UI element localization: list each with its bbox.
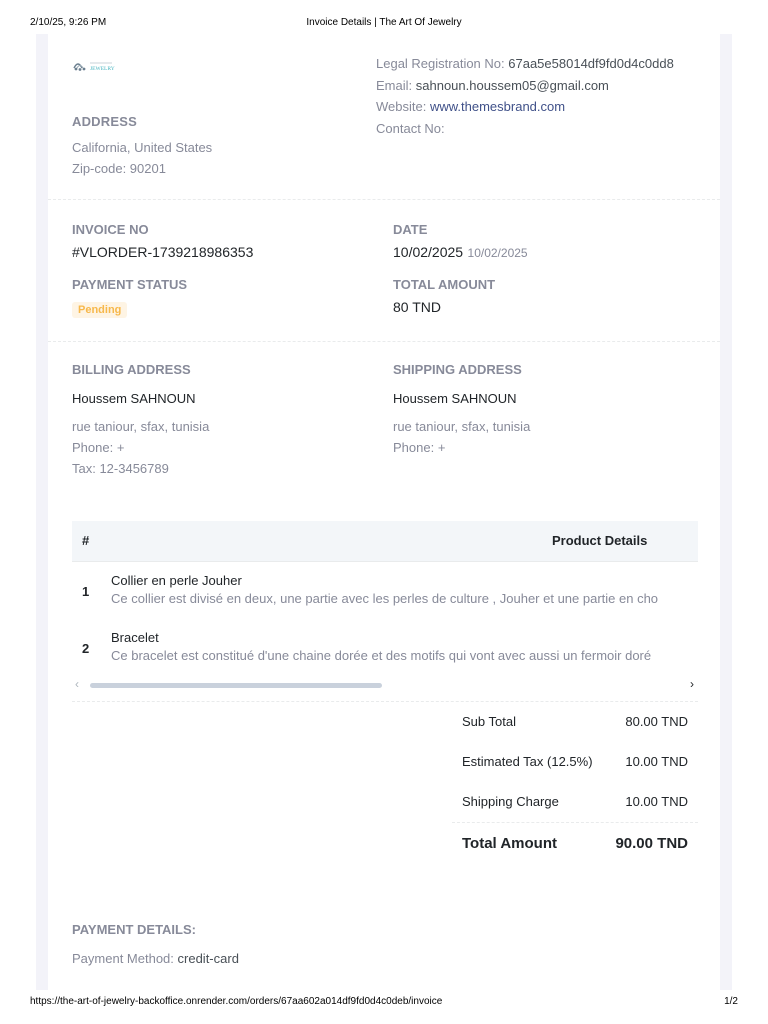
product-name: Bracelet [111,630,159,645]
legal-registration-line [376,53,674,75]
invoice-date-line [393,244,528,262]
column-header-index: # [82,533,90,548]
website-line [376,96,674,118]
shipping-charge-row [452,782,698,822]
scroll-left-arrow-icon[interactable]: ‹ [75,677,79,691]
contact-line [376,118,674,140]
table-row [72,619,698,676]
product-description: Ce collier est divisé en deux, une partie avec les perles de culture , Jouher et une partie en cho [111,591,659,606]
invoice-card [48,34,720,990]
invoice-number-group [72,222,253,260]
tax-row [452,742,698,782]
payment-status-group [72,277,187,318]
total-amount-value: 80 TND [393,299,441,315]
scrollbar-thumb[interactable] [90,683,382,688]
section-divider [48,341,720,342]
grand-total-row [452,822,698,864]
legal-registration-value: 67aa5e58014df9fd0d4c0dd8 [508,56,674,71]
billing-heading: BILLING ADDRESS [72,362,191,377]
billing-address [72,362,209,479]
address-heading: ADDRESS [72,114,137,129]
total-amount-label: TOTAL AMOUNT [393,277,496,292]
tax-value: 10.00 TND [625,754,688,769]
invoice-date-value: 10/02/2025 [393,244,464,260]
email-value[interactable]: sahnoun.houssem05@gmail.com [415,77,609,93]
row-index: 1 [82,584,90,599]
shipping-name: Houssem SAHNOUN [393,391,517,406]
section-divider [48,199,720,200]
shipping-phone: Phone: + [393,440,446,455]
payment-status-label: PAYMENT STATUS [72,277,188,292]
jewelry-logo-icon [72,58,118,72]
print-page-title: Invoice Details | The Art Of Jewelry [306,17,462,28]
payment-method-label: Payment Method: [72,951,174,966]
legal-registration-label: Legal Registration No: [376,56,505,71]
invoice-number-value: #VLORDER-1739218986353 [72,244,254,260]
print-url: https://the-art-of-jewelry-backoffice.onrender.com/orders/67aa602a014df9fd0d4c0deb/invoice [30,996,443,1007]
tax-label: Estimated Tax (12.5%) [462,754,593,769]
website-label: Website: [376,99,427,114]
table-horizontal-scrollbar[interactable] [72,677,698,693]
subtotal-value: 80.00 TND [625,714,688,729]
row-index: 2 [82,641,90,656]
payment-method-line [72,951,239,966]
subtotal-label: Sub Total [462,714,516,729]
table-header [72,521,698,562]
shipping-charge-label: Shipping Charge [462,794,559,809]
contact-label: Contact No: [376,120,445,136]
payment-method-value: credit-card [177,951,239,966]
company-details [376,53,674,139]
column-header-product: Product Details [552,533,648,548]
grand-total-value: 90.00 TND [615,835,688,852]
print-header [0,14,768,34]
billing-name: Houssem SAHNOUN [72,391,196,406]
subtotal-row [452,702,698,742]
product-description: Ce bracelet est constitué d'une chaine dorée et des motifs qui vont avec aussi un fermoir doré [111,648,652,663]
zip-line: Zip-code: 90201 [72,161,166,176]
shipping-heading: SHIPPING ADDRESS [393,362,522,377]
invoice-date-label: DATE [393,222,428,237]
status-badge: Pending [72,302,127,318]
payment-details-heading: PAYMENT DETAILS: [72,922,196,937]
totals-table [452,702,698,864]
scroll-right-arrow-icon[interactable]: › [690,677,694,691]
shipping-street: rue taniour, sfax, tunisia [393,419,531,434]
email-line [376,75,674,97]
company-address [72,114,212,179]
table-row [72,562,698,619]
print-page-number: 1/2 [724,996,738,1007]
invoice-date-small: 10/02/2025 [467,246,528,260]
shipping-charge-value: 10.00 TND [625,794,688,809]
logo-text: JEWELRY [90,66,115,72]
billing-street: rue taniour, sfax, tunisia [72,419,210,434]
product-name: Collier en perle Jouher [111,573,242,588]
shipping-address [393,362,530,458]
billing-tax: Tax: 12-3456789 [72,461,169,476]
grand-total-label: Total Amount [462,835,557,852]
email-label: Email: [376,77,413,93]
address-line: California, United States [72,140,213,155]
invoice-date-group [393,222,528,262]
print-datetime: 2/10/25, 9:26 PM [30,17,107,28]
products-table [72,521,698,701]
print-footer [0,993,768,1013]
total-amount-group [393,277,495,315]
billing-phone: Phone: + [72,440,125,455]
website-link[interactable]: www.themesbrand.com [429,99,566,114]
invoice-number-label: INVOICE NO [72,222,149,237]
